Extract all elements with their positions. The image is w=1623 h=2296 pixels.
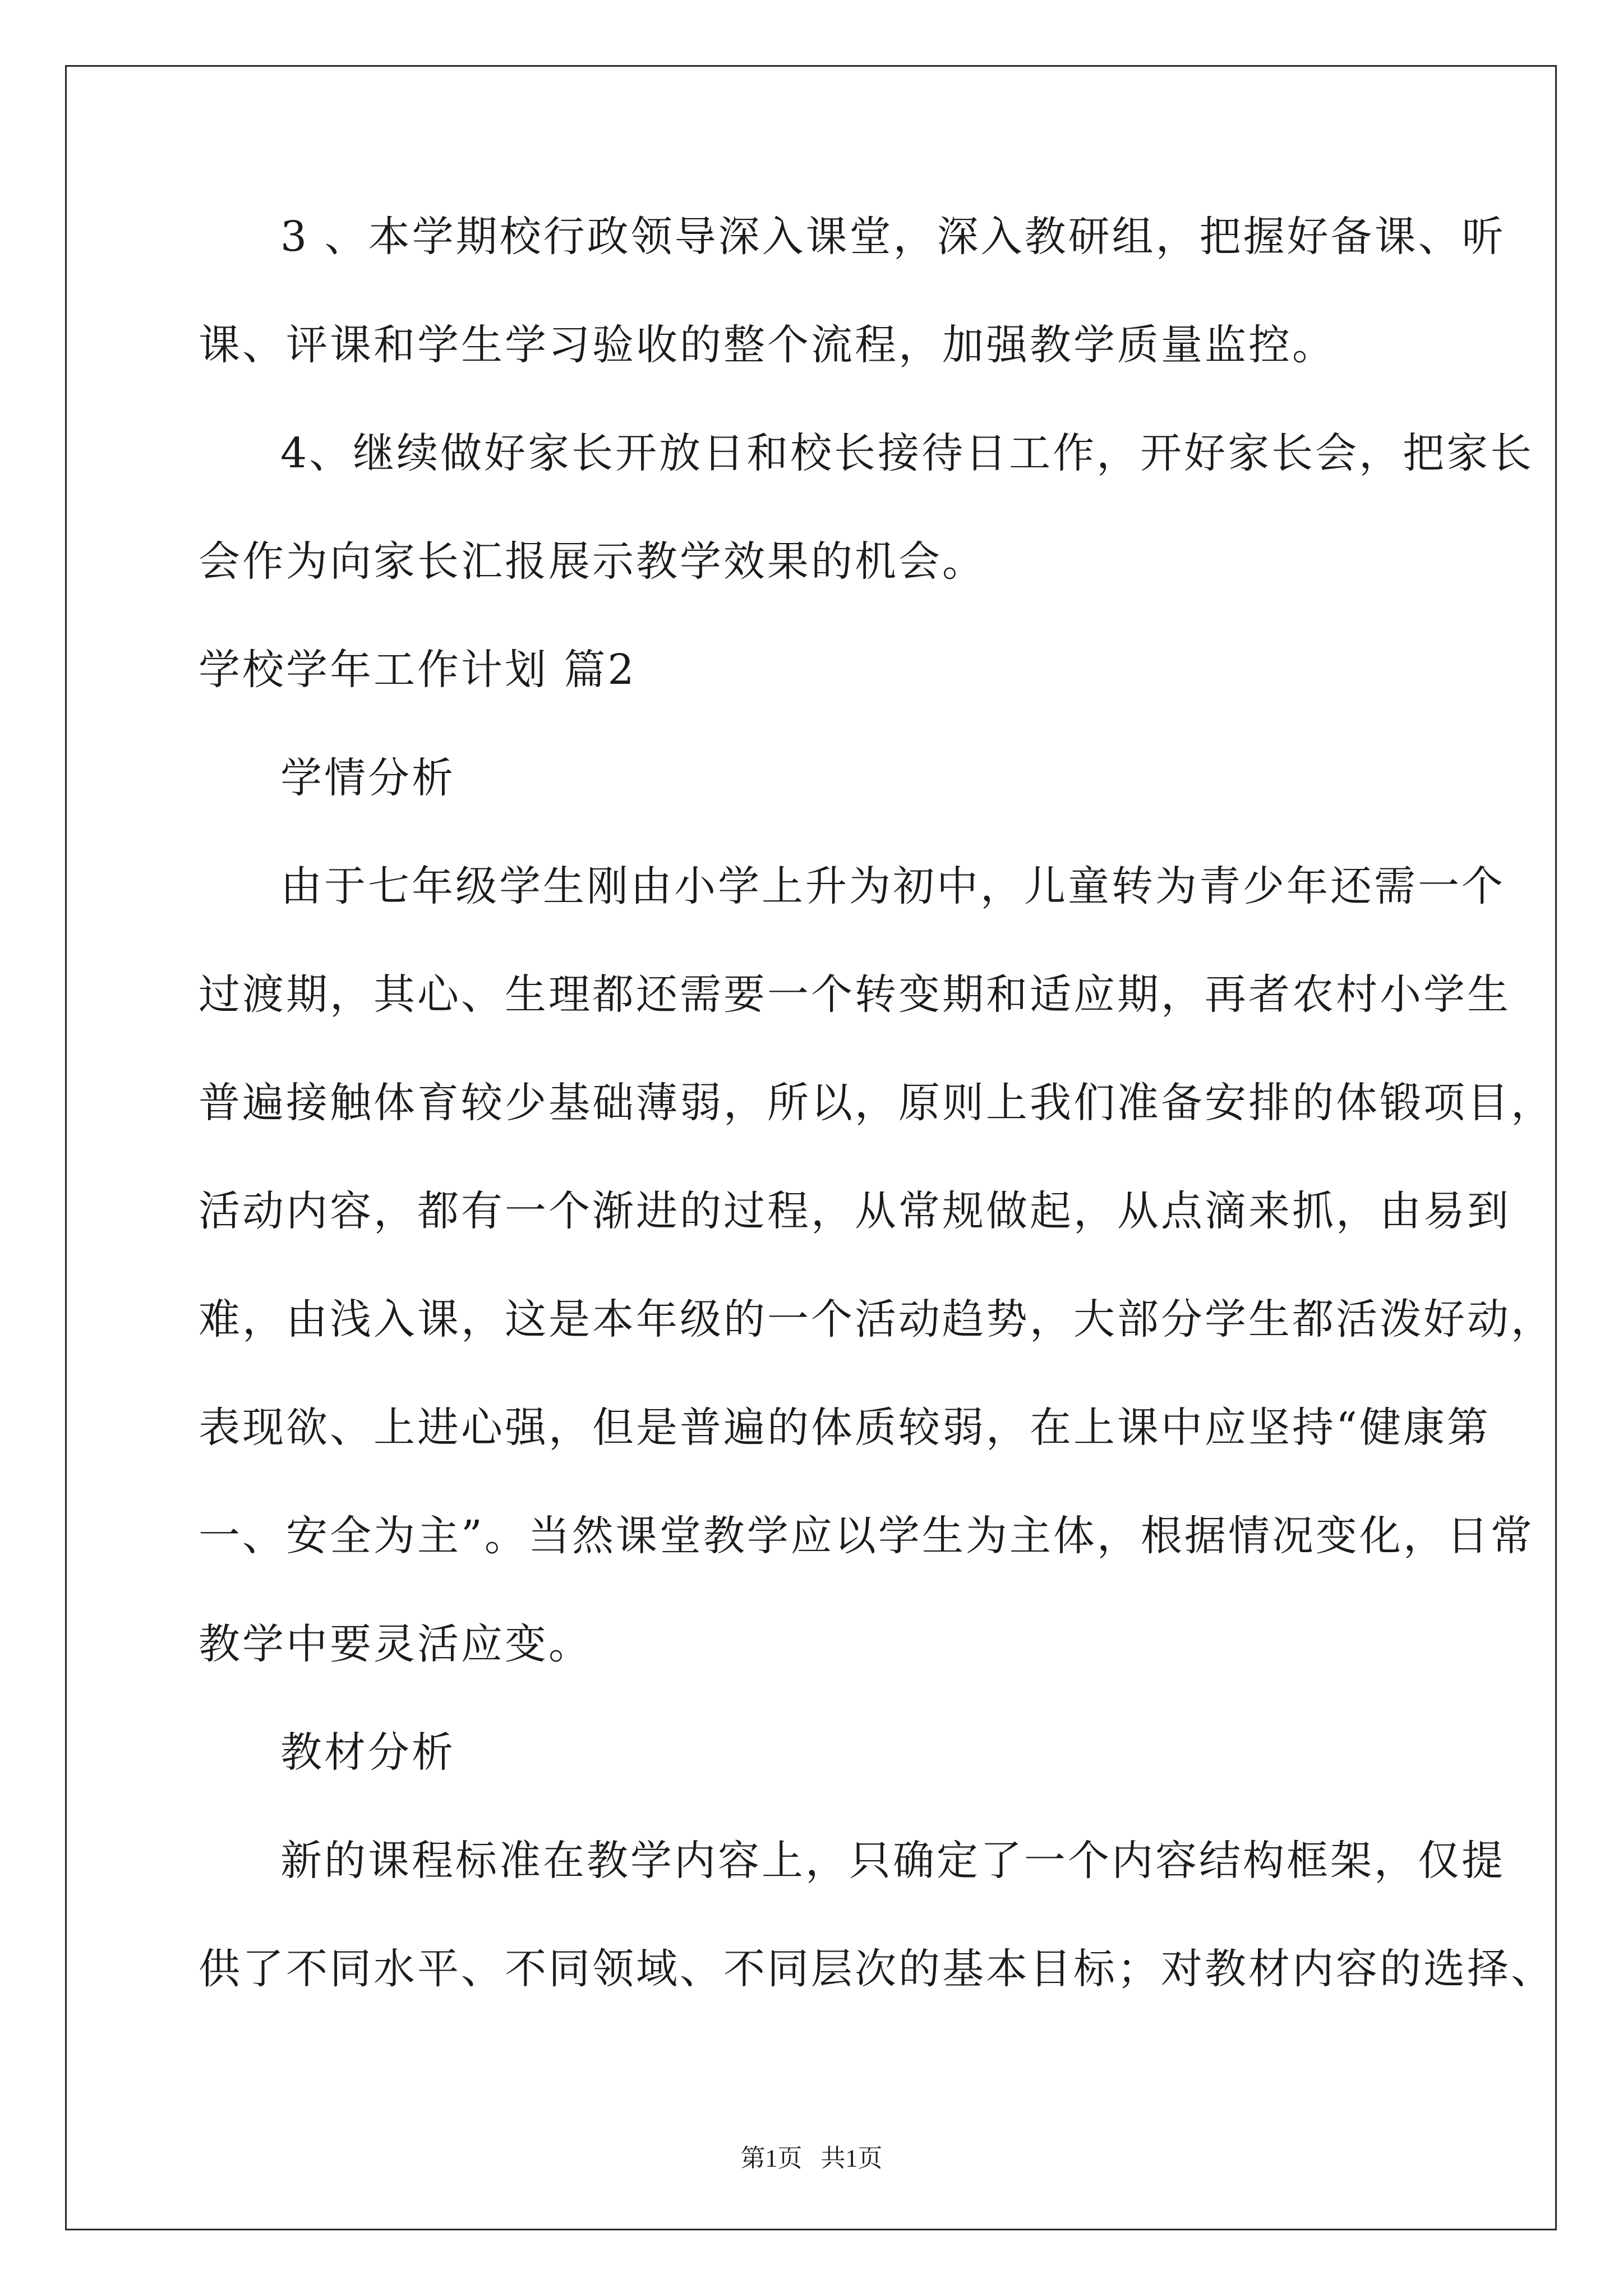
- paragraph-line: 会作为向家长汇报展示教学效果的机会。: [199, 537, 986, 586]
- subheading: 教材分析: [280, 1728, 455, 1777]
- paragraph-line: 由于七年级学生刚由小学上升为初中，儿童转为青少年还需一个: [280, 862, 1505, 910]
- paragraph-line: 难，由浅入课，这是本年级的一个活动趋势，大部分学生都活泼好动，: [199, 1295, 1555, 1343]
- page-border: [65, 65, 1557, 2230]
- paragraph-line: 新的课程标准在教学内容上，只确定了一个内容结构框架，仅提: [280, 1837, 1505, 1885]
- paragraph-line: 供了不同水平、不同领域、不同层次的基本目标；对教材内容的选择、: [199, 1945, 1555, 1993]
- paragraph-line: 4、继续做好家长开放日和校长接待日工作，开好家长会，把家长: [280, 429, 1534, 477]
- paragraph-line: 教学中要灵活应变。: [199, 1620, 592, 1668]
- paragraph-line: 一、安全为主”。当然课堂教学应以学生为主体，根据情况变化，日常: [199, 1512, 1534, 1560]
- subheading: 学情分析: [280, 754, 455, 802]
- paragraph-line: 过渡期，其心、生理都还需要一个转变期和适应期，再者农村小学生: [199, 970, 1511, 1019]
- paragraph-line: 表现欲、上进心强，但是普遍的体质较弱，在上课中应坚持“健康第: [199, 1404, 1491, 1452]
- paragraph-line: 课、评课和学生学习验收的整个流程，加强教学质量监控。: [199, 321, 1336, 369]
- paragraph-line: 3 、本学期校行政领导深入课堂，深入教研组，把握好备课、听: [280, 213, 1506, 261]
- paragraph-line: 活动内容，都有一个渐进的过程，从常规做起，从点滴来抓，由易到: [199, 1187, 1511, 1235]
- paragraph-line: 普遍接触体育较少基础薄弱，所以，原则上我们准备安排的体锻项目，: [199, 1079, 1555, 1127]
- page-footer: 第1页 共1页: [740, 2145, 883, 2172]
- section-title: 学校学年工作计划 篇2: [199, 646, 637, 694]
